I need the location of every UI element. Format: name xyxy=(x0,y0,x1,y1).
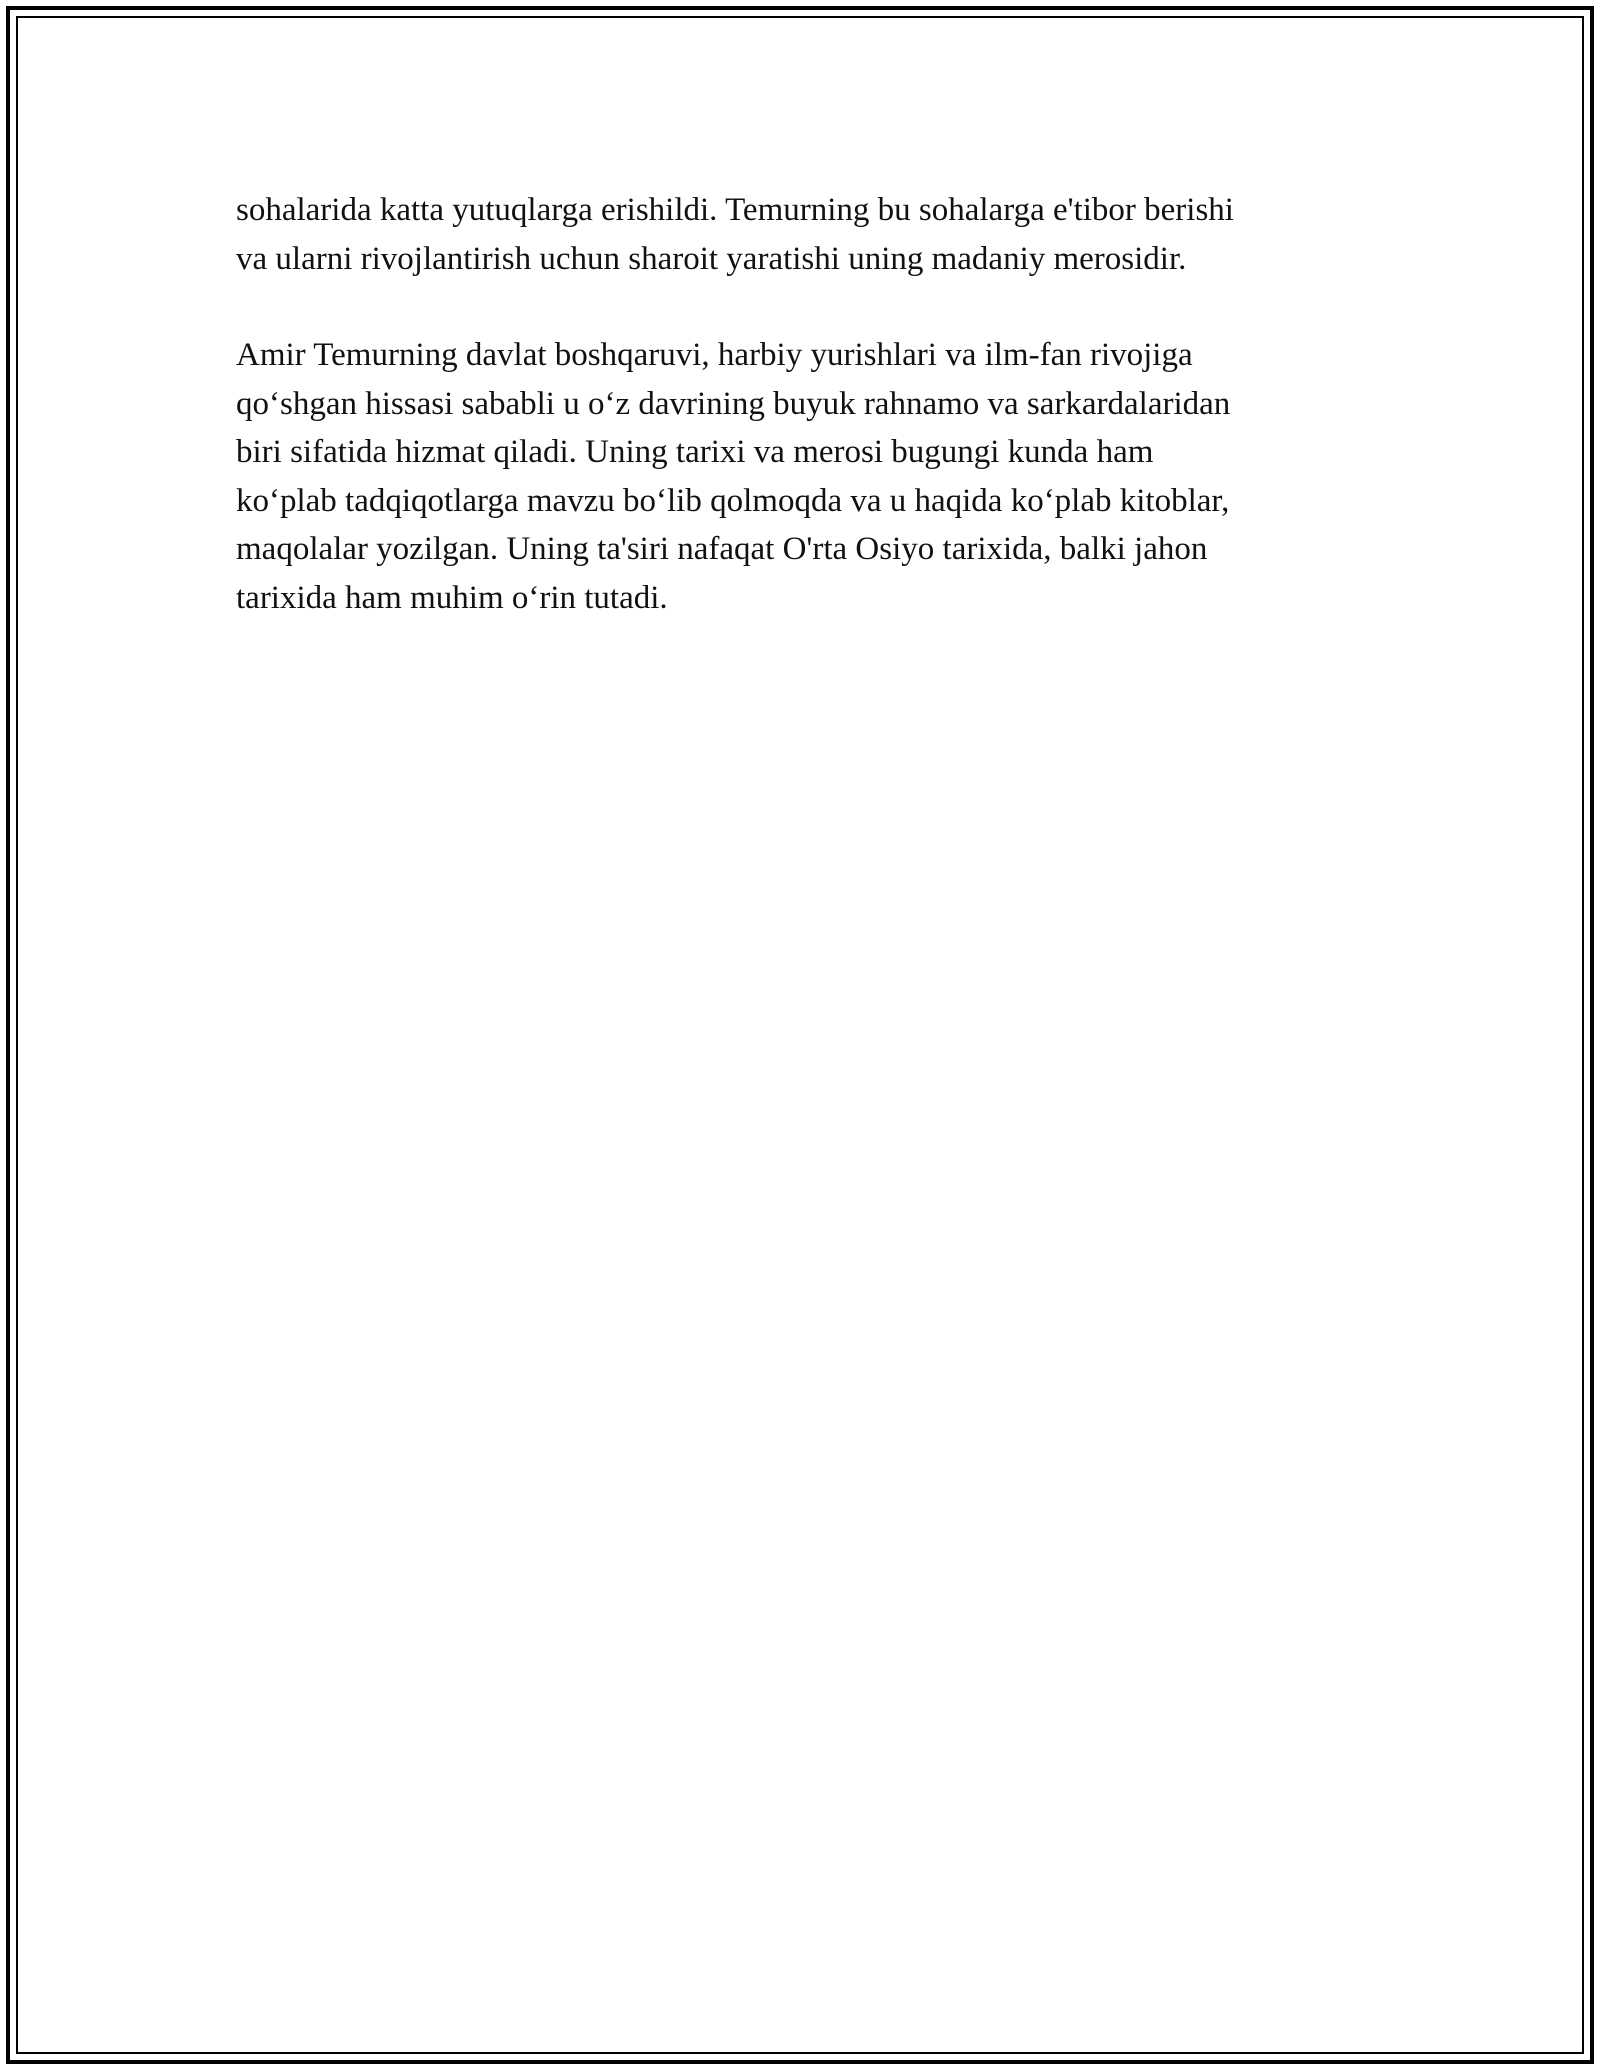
text-line: sohalarida katta yutuqlarga erishildi. Temurning bu sohalarga e'tibor berishi xyxy=(236,192,1234,228)
text-line: Amir Temurning davlat boshqaruvi, harbiy yurishlari va ilm-fan rivojiga xyxy=(236,337,1193,373)
paragraph-1 xyxy=(236,186,1366,283)
text-line: va ularni rivojlantirish uchun sharoit yaratishi uning madaniy merosidir. xyxy=(236,240,1187,277)
text-line: maqolalar yozilgan. Uning ta'siri nafaqat O'rta Osiyo tarixida, balki jahon xyxy=(236,531,1208,567)
paragraph-2 xyxy=(236,331,1366,622)
text-line: tarixida ham muhim o‘rin tutadi. xyxy=(236,579,668,616)
text-line: qo‘shgan hissasi sababli u o‘z davrining buyuk rahnamo va sarkardalaridan xyxy=(236,385,1231,422)
text-line: ko‘plab tadqiqotlarga mavzu bo‘lib qolmoqda va u haqida ko‘plab kitoblar, xyxy=(236,482,1230,519)
document-body xyxy=(236,186,1366,670)
text-line: biri sifatida hizmat qiladi. Uning tarixi va merosi bugungi kunda ham xyxy=(236,434,1154,470)
